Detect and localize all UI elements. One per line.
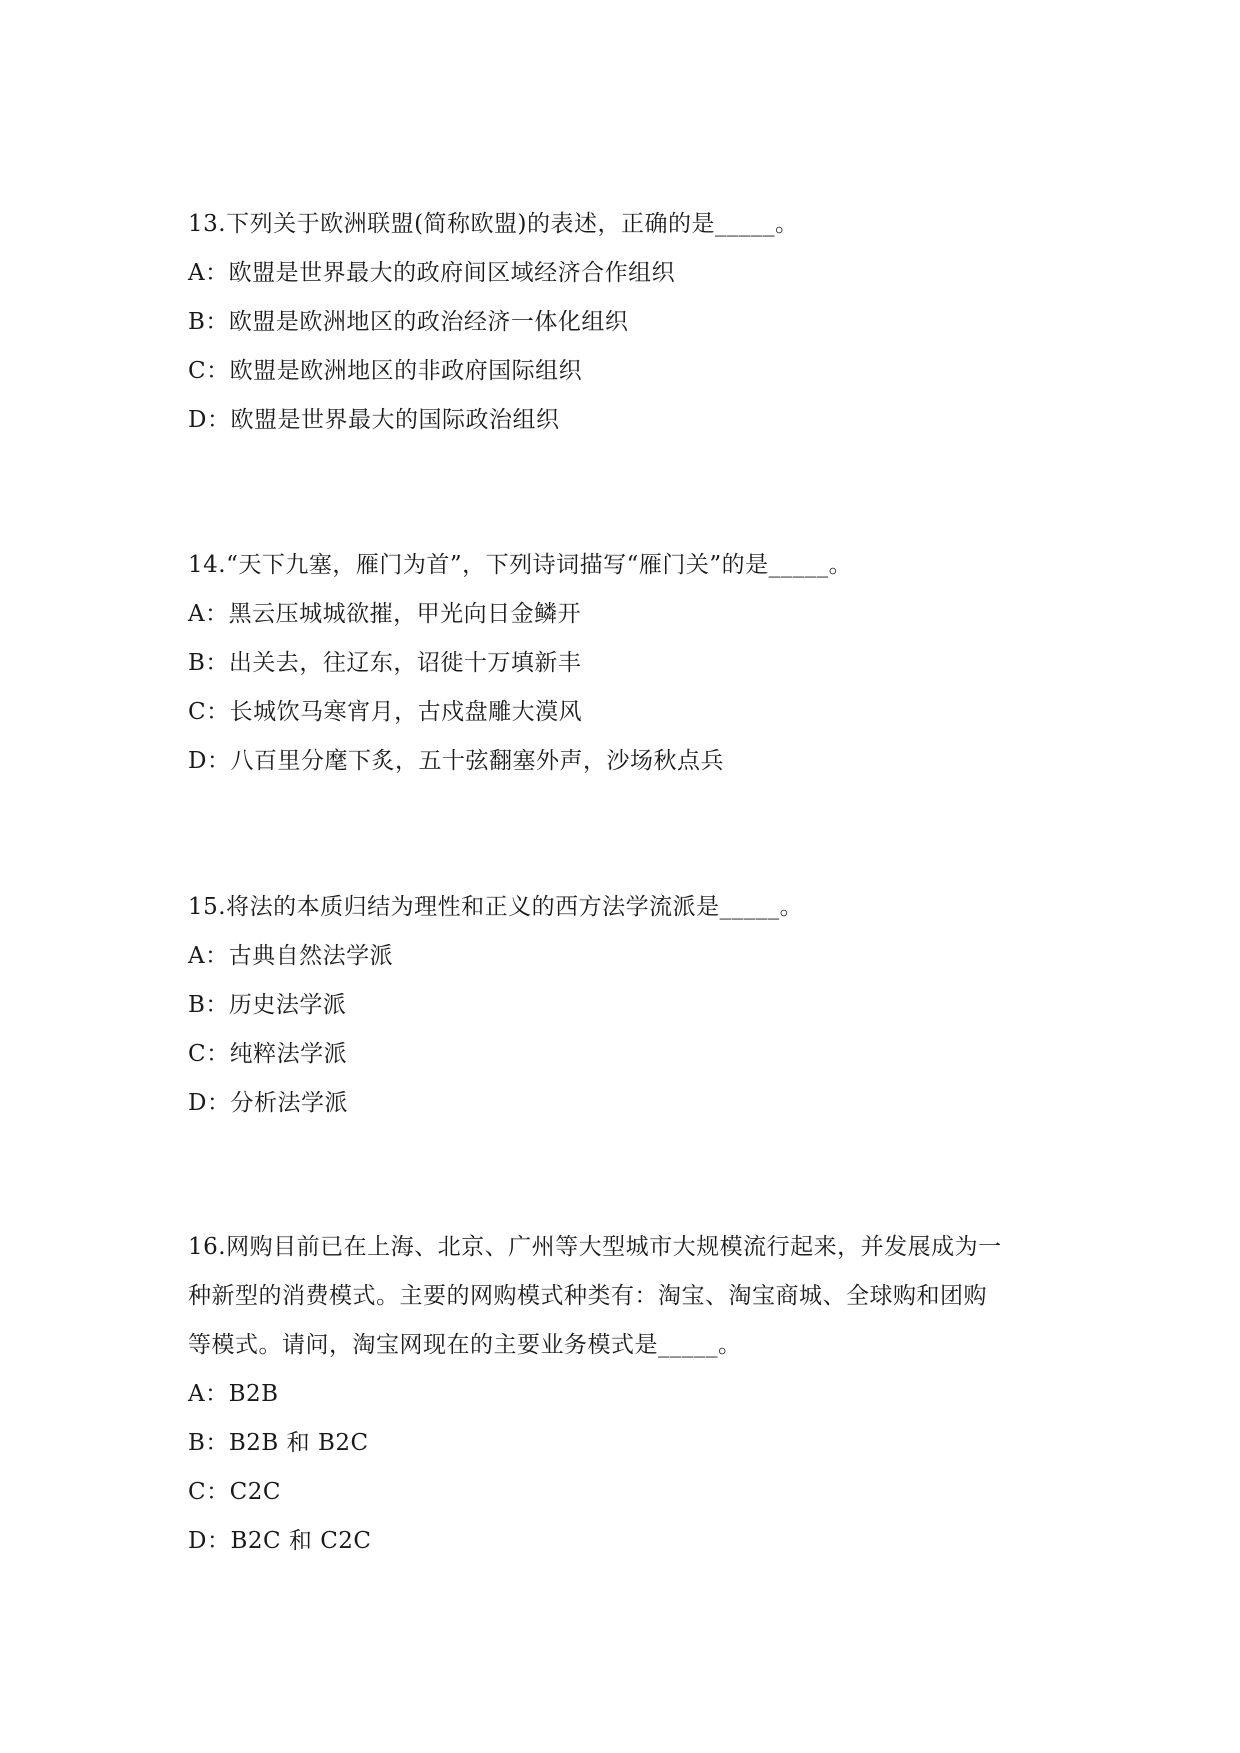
question-15 (188, 883, 1068, 1128)
option-c: C：C2C (188, 1479, 281, 1505)
option-d: D：分析法学派 (188, 1090, 348, 1116)
option-a: A：欧盟是世界最大的政府间区域经济合作组织 (188, 260, 676, 286)
option-c: C：欧盟是欧洲地区的非政府国际组织 (188, 358, 583, 384)
stem-line: 13.下列关于欧洲联盟(简称欧盟)的表述，正确的是_____。 (188, 211, 799, 237)
stem-line: 14.“天下九塞，雁门为首”，下列诗词描写“雁门关”的是_____。 (188, 552, 853, 578)
stem-line: 种新型的消费模式。主要的网购模式种类有：淘宝、淘宝商城、全球购和团购 (188, 1283, 987, 1309)
question-stem (188, 541, 1068, 590)
option-d: D：欧盟是世界最大的国际政治组织 (188, 407, 560, 433)
option-a: A：B2B (188, 1381, 279, 1407)
question-16 (188, 1223, 1068, 1566)
option-a: A：古典自然法学派 (188, 943, 394, 969)
option-b: B：历史法学派 (188, 992, 347, 1018)
stem-line: 15.将法的本质归结为理性和正义的西方法学流派是_____。 (188, 894, 804, 920)
stem-line: 16.网购目前已在上海、北京、广州等大型城市大规模流行起来，并发展成为一 (188, 1234, 1002, 1260)
question-stem (188, 883, 1068, 932)
option-b: B：B2B 和 B2C (188, 1430, 369, 1456)
option-d: D：八百里分麾下炙，五十弦翻塞外声，沙场秋点兵 (188, 748, 724, 774)
option-c: C：长城饮马寒宵月，古戍盘雕大漠风 (188, 699, 583, 725)
option-c: C：纯粹法学派 (188, 1041, 348, 1067)
option-d: D：B2C 和 C2C (188, 1528, 372, 1554)
question-stem (188, 1223, 1068, 1370)
question-13 (188, 200, 1068, 445)
question-stem (188, 200, 1068, 249)
option-b: B：出关去，往辽东，诏徙十万填新丰 (188, 650, 582, 676)
stem-line: 等模式。请问，淘宝网现在的主要业务模式是_____。 (188, 1332, 742, 1358)
option-a: A：黑云压城城欲摧，甲光向日金鳞开 (188, 601, 582, 627)
option-b: B：欧盟是欧洲地区的政治经济一体化组织 (188, 309, 629, 335)
question-14 (188, 541, 1068, 786)
